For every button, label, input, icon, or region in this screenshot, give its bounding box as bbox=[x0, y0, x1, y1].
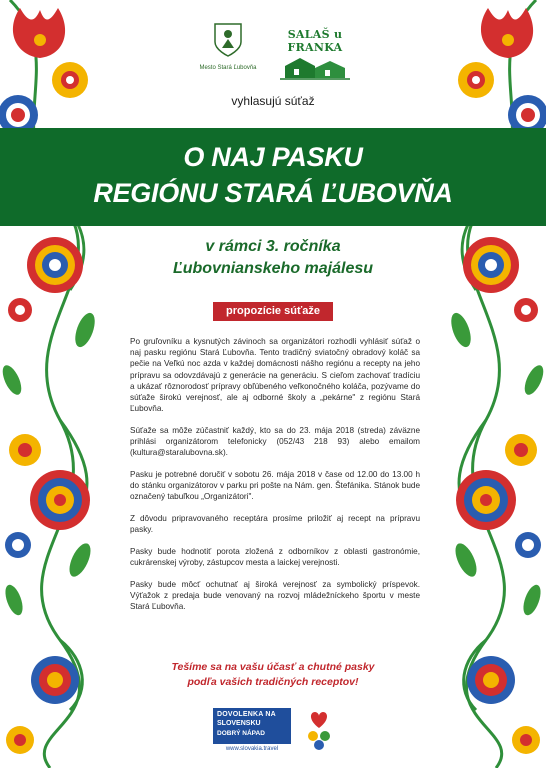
city-logo-caption: Mesto Stará Ľubovňa bbox=[199, 65, 257, 71]
closing-message bbox=[98, 660, 448, 690]
dovolenka-line-2: SLOVENSKU bbox=[217, 720, 261, 727]
salas-logo-name: SALAŠ u FRANKA bbox=[287, 28, 343, 54]
folk-ornament-left bbox=[0, 0, 98, 768]
announce-text: vyhlasujú súťaž bbox=[231, 94, 315, 108]
paragraph: Súťaže sa môže zúčastniť každý, kto sa do 23. mája 2018 (streda) záväzne prihlási organizátorom telefonicky (052/43 218 93) alebo emailom (kultura@staralubovna.sk). bbox=[130, 425, 420, 458]
footer-logos bbox=[98, 708, 448, 758]
dovolenka-line-3: DOBRÝ NÁPAD bbox=[217, 730, 265, 737]
title-line-2: REGIÓNU STARÁ ĽUBOVŇA bbox=[93, 178, 453, 208]
folk-ornament-right bbox=[448, 0, 546, 768]
partner-emblem-icon bbox=[304, 708, 334, 752]
subtitle-line-1: v rámci 3. ročníka bbox=[205, 238, 341, 255]
closing-line-1: Tešíme sa na vašu účasť a chutné pasky bbox=[171, 661, 375, 673]
dovolenka-logo bbox=[213, 708, 291, 744]
closing-line-2: podľa vašich tradičných receptov! bbox=[187, 676, 359, 688]
paragraph: Pasky bude hodnotiť porota zložená z odborníkov z oblasti gastronómie, cukrárenskej výroby, zástupcov mesta a laickej verejnosti. bbox=[130, 547, 420, 568]
paragraph: Pasku je potrebné doručiť v sobotu 26. mája 2018 v čase od 12.00 do 13.00 h do stánku organizátorov v parku pri pošte na Nám. gen. Štefánika. Stánok bude označený tabuľkou „Organizátori". bbox=[130, 470, 420, 502]
partner-logo bbox=[304, 708, 334, 752]
rules-body bbox=[130, 336, 420, 623]
dovolenka-line-1: DOVOLENKA NA bbox=[217, 711, 276, 718]
title-line-1: O NAJ PASKU bbox=[183, 142, 363, 172]
city-logo bbox=[188, 22, 268, 71]
city-coat-of-arms-icon bbox=[213, 22, 243, 58]
title-banner bbox=[0, 128, 546, 226]
salas-building-icon bbox=[280, 54, 350, 80]
paragraph: Z dôvodu pripravovaného receptára prosíme priložiť aj recept na prípravu pasky. bbox=[130, 514, 420, 535]
subtitle bbox=[98, 236, 448, 280]
dovolenka-url: www.slovakia.travel bbox=[225, 746, 279, 752]
poster-content bbox=[98, 0, 448, 768]
propositions-tag: propozície súťaže bbox=[213, 302, 333, 321]
paragraph: Pasky bude môcť ochutnať aj široká verejnosť za symbolický príspevok. Výťažok z predaja bude venovaný na rozvoj mládežníckeho športu v meste Stará Ľubovňa. bbox=[130, 579, 420, 612]
paragraph: Po gruľovníku a kysnutých závinoch sa organizátori rozhodli vyhlásiť súťaž o naj pasku regiónu Stará Ľubovňa. Tento tradičný sviatočný obradový koláč sa pečie na Veľkú noc azda v každej domácnosti nášho regiónu a recepty na jeho prípravu sa odovzdávajú z generácie na generáciu. S cieľom zachovať tradíciu a ukázať rôznorodosť prípravy obľúbeného veľkonočného koláča, pozývame do súťaže širokú verejnosť, ale aj odborné školy a „pekárne" z regiónu Stará Ľubovňa. bbox=[130, 337, 420, 414]
subtitle-line-2: Ľubovnianskeho majálesu bbox=[172, 260, 374, 277]
salas-logo bbox=[270, 28, 360, 85]
logos-row bbox=[98, 18, 448, 88]
